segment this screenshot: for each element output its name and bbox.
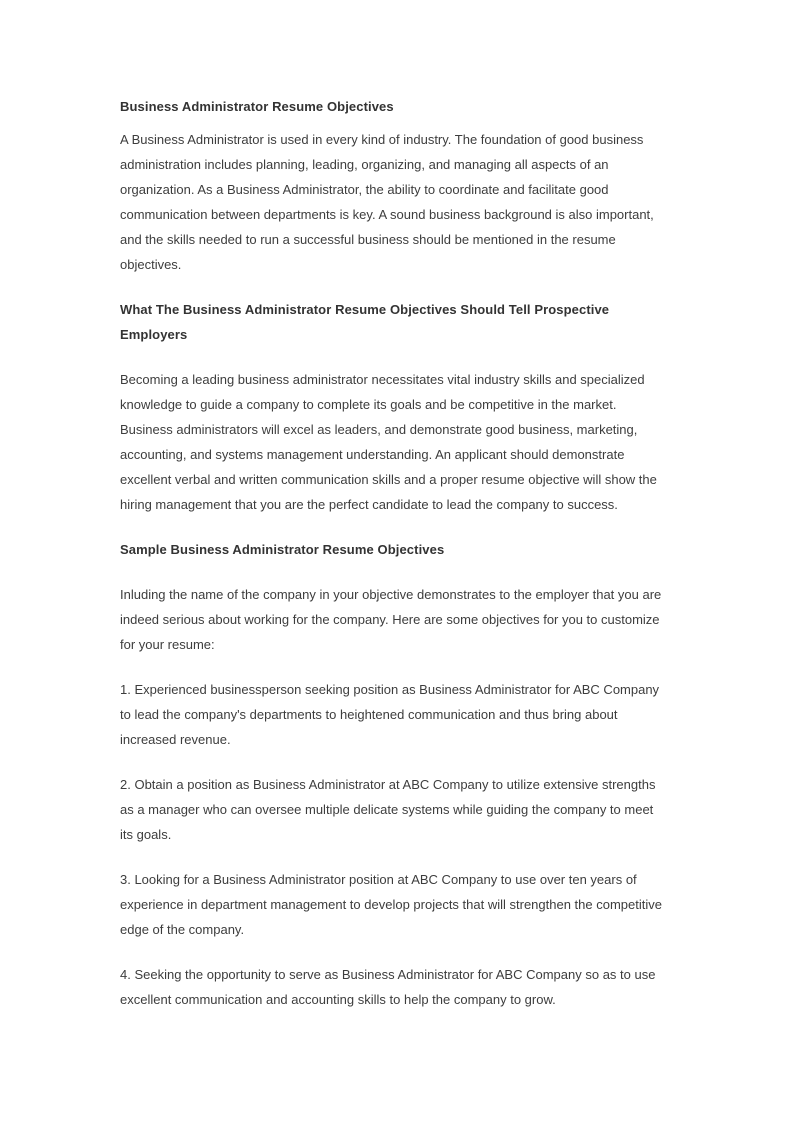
document-title: Business Administrator Resume Objectives <box>120 99 394 114</box>
objective-item: 1. Experienced businessperson seeking position as Business Administrator for ABC Company to lead the company's departments to heightened communication and thus bring about increased revenue. <box>120 682 660 747</box>
intro-paragraph: A Business Administrator is used in every kind of industry. The foundation of good business administration includes planning, leading, organizing, and managing all aspects of an organization. As a Business Administrator, the ability to coordinate and facilitate good communication between departments is key. A sound business background is also important, and the skills needed to run a successful business should be mentioned in the resume objectives. <box>120 132 654 272</box>
section-body-sample-objectives: Inluding the name of the company in your objective demonstrates to the employer that you are indeed serious about working for the company. Here are some objectives for you to customize for your resume: <box>120 587 662 652</box>
section-heading-sample-objectives: Sample Business Administrator Resume Objectives <box>120 542 445 557</box>
section-heading-prospective-employers: What The Business Administrator Resume Objectives Should Tell Prospective Employers <box>120 302 610 342</box>
section-body-prospective-employers: Becoming a leading business administrator necessitates vital industry skills and specialized knowledge to guide a company to complete its goals and be competitive in the market. Business administrators will excel as leaders, and demonstrate good business, marketing, accounting, and systems management understanding. An applicant should demonstrate excellent verbal and written communication skills and a proper resume objective will show the hiring management that you are the perfect candidate to lead the company to success. <box>120 372 657 512</box>
objective-item: 3. Looking for a Business Administrator position at ABC Company to use over ten years of experience in department management to develop projects that will strengthen the competitive edge of the company. <box>120 872 662 937</box>
objective-item: 2. Obtain a position as Business Administrator at ABC Company to utilize extensive strengths as a manager who can oversee multiple delicate systems while guiding the company to meet its goals. <box>120 777 656 842</box>
document-page <box>120 94 665 1012</box>
objective-item: 4. Seeking the opportunity to serve as Business Administrator for ABC Company so as to use excellent communication and accounting skills to help the company to grow. <box>120 967 656 1007</box>
